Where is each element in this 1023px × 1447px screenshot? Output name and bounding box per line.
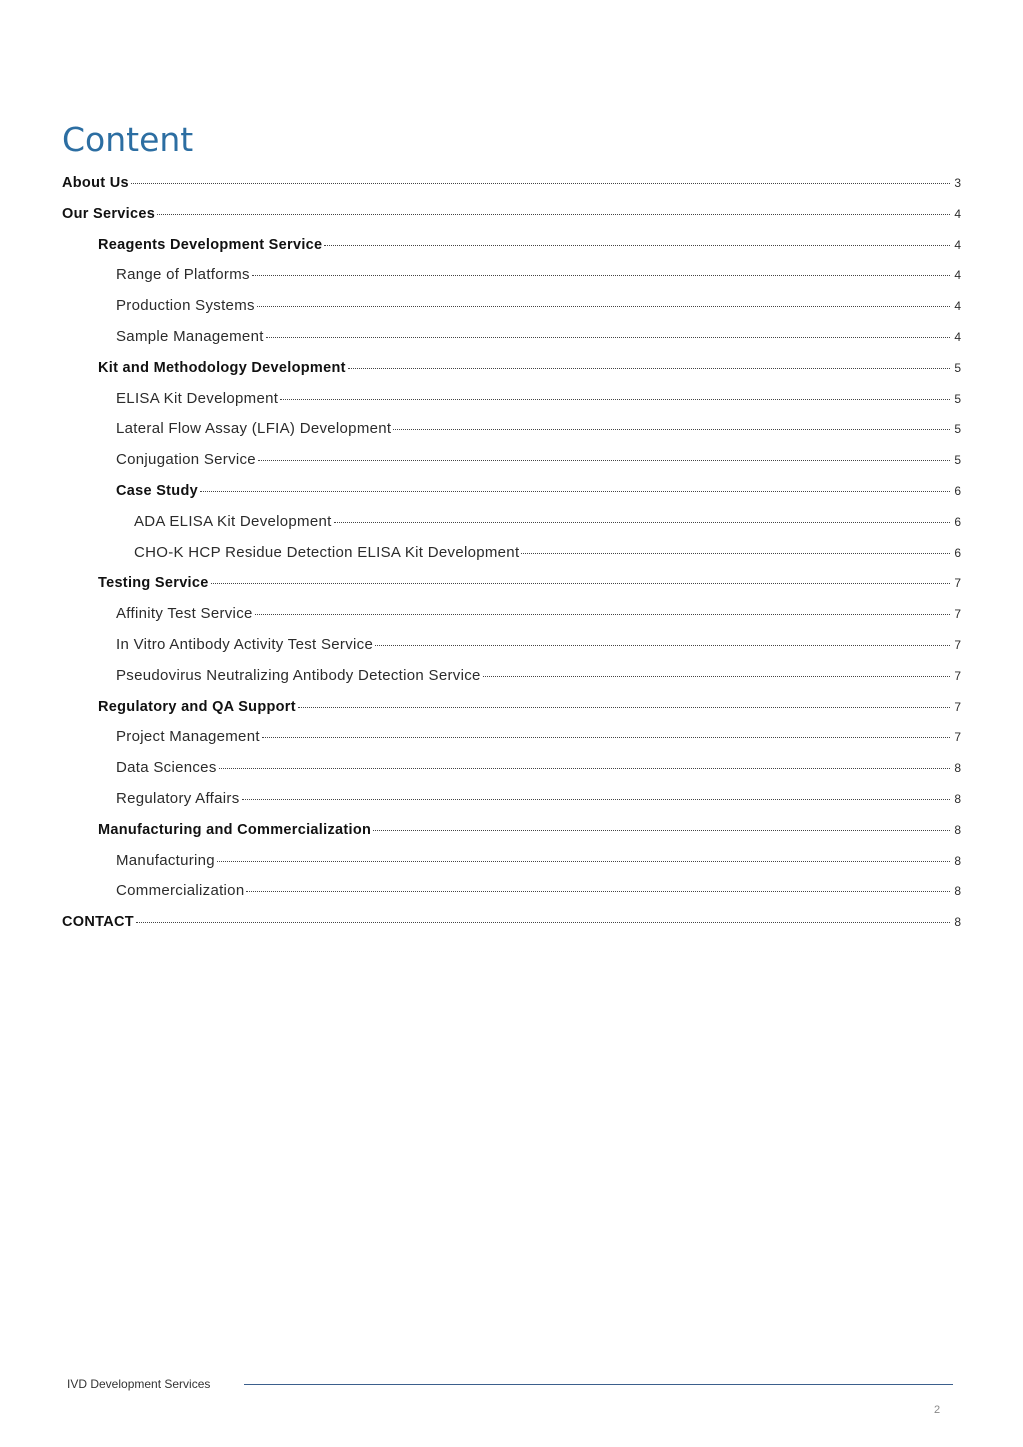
toc-entry-label: Regulatory Affairs [116,789,240,807]
toc-entry-label: Project Management [116,728,260,746]
toc-entry[interactable] [62,907,961,938]
toc-entry-page-number: 8 [954,761,961,776]
dot-leader [157,213,950,215]
dot-leader [219,767,950,769]
toc-entry-page-number: 8 [954,915,961,930]
toc-entry-label: Pseudovirus Neutralizing Antibody Detection Service [116,666,481,684]
toc-entry-page-number: 5 [954,422,961,437]
toc-entry-page-number: 5 [954,453,961,468]
dot-leader [252,274,950,276]
toc-entry[interactable] [62,722,961,753]
toc-entry-label: Lateral Flow Assay (LFIA) Development [116,420,392,438]
toc-entry-label: Commercialization [116,882,245,900]
toc-entry-page-number: 4 [954,206,961,221]
toc-entry-label: ADA ELISA Kit Development [134,512,332,530]
dot-leader [258,459,950,461]
toc-entry-label: Data Sciences [116,759,217,777]
toc-entry[interactable] [62,199,961,230]
footer-divider [244,1384,953,1385]
dot-leader [266,336,950,338]
dot-leader [280,398,950,400]
dot-leader [324,244,950,246]
toc-entry[interactable] [62,445,961,476]
toc-entry-page-number: 6 [954,514,961,529]
toc-entry-page-number: 6 [954,483,961,498]
toc-entry-label: Sample Management [116,327,264,345]
toc-entry-label: Manufacturing [116,851,215,869]
footer-document-title: IVD Development Services [67,1377,211,1391]
dot-leader [211,582,950,584]
toc-entry-page-number: 3 [954,176,961,190]
toc-entry[interactable] [62,599,961,630]
dot-leader [217,860,950,862]
toc-entry-page-number: 7 [954,637,961,652]
dot-leader [375,644,950,646]
dot-leader [521,552,950,554]
dot-leader [255,613,950,615]
toc-entry-label: Affinity Test Service [116,605,253,623]
toc-entry[interactable] [62,568,961,599]
toc-entry-label: Conjugation Service [116,451,256,469]
toc-entry-page-number: 8 [954,884,961,899]
toc-entry-label: Kit and Methodology Development [98,359,346,376]
toc-entry-label: About Us [62,175,129,191]
dot-leader [242,798,950,800]
toc-entry-page-number: 7 [954,699,961,714]
dot-leader [373,829,950,831]
toc-entry[interactable] [62,876,961,907]
page-number: 2 [933,1404,941,1416]
toc-entry[interactable] [62,322,961,353]
toc-entry[interactable] [62,414,961,445]
toc-entry-label: CHO-K HCP Residue Detection ELISA Kit Development [134,543,520,561]
toc-entry-page-number: 7 [954,668,961,683]
toc-entry-label: In Vitro Antibody Activity Test Service [116,635,374,653]
toc-entry-page-number: 8 [954,791,961,806]
toc-entry-page-number: 7 [954,576,961,591]
toc-entry[interactable] [62,692,961,723]
dot-leader [136,921,950,923]
dot-leader [298,706,950,708]
toc-entry[interactable] [62,384,961,415]
toc-entry-page-number: 4 [954,329,961,344]
dot-leader [246,890,950,892]
toc-entry-page-number: 4 [954,268,961,283]
toc-entry-page-number: 5 [954,391,961,406]
toc-entry[interactable] [62,661,961,692]
toc-entry-page-number: 4 [954,237,961,252]
toc-entry[interactable] [62,815,961,846]
toc-entry-page-number: 7 [954,730,961,745]
toc-entry-label: Case Study [116,482,198,499]
toc-entry[interactable] [62,353,961,384]
dot-leader [257,305,950,307]
toc-entry-page-number: 4 [954,299,961,314]
dot-leader [131,182,950,184]
toc-entry-label: Testing Service [98,575,209,592]
toc-entry[interactable] [62,753,961,784]
toc-entry[interactable] [62,846,961,877]
toc-entry[interactable] [62,538,961,569]
toc-entry-page-number: 7 [954,607,961,622]
dot-leader [200,490,950,492]
dot-leader [483,675,950,677]
toc-entry-label: Manufacturing and Commercialization [98,821,372,838]
toc-entry-page-number: 5 [954,360,961,375]
toc-entry[interactable] [62,230,961,261]
dot-leader [348,367,950,369]
toc-entry[interactable] [62,291,961,322]
toc-entry[interactable] [62,784,961,815]
toc-entry[interactable] [62,630,961,661]
toc-entry[interactable] [62,260,961,291]
toc-entry-label: CONTACT [62,914,134,931]
page-title: Content [62,120,194,159]
table-of-contents [62,168,961,938]
toc-entry-label: Range of Platforms [116,266,250,284]
toc-entry-page-number: 6 [954,545,961,560]
dot-leader [262,736,950,738]
toc-entry-label: Reagents Development Service [98,236,323,253]
toc-entry[interactable] [62,476,961,507]
toc-entry-label: Our Services [62,205,156,222]
dot-leader [334,521,950,523]
toc-entry-label: Production Systems [116,297,255,315]
toc-entry[interactable] [62,507,961,538]
toc-entry-label: ELISA Kit Development [116,389,279,407]
toc-entry-page-number: 8 [954,822,961,837]
toc-entry-label: Regulatory and QA Support [98,698,296,715]
toc-entry-page-number: 8 [954,853,961,868]
toc-entry[interactable] [62,168,961,199]
dot-leader [393,428,950,430]
